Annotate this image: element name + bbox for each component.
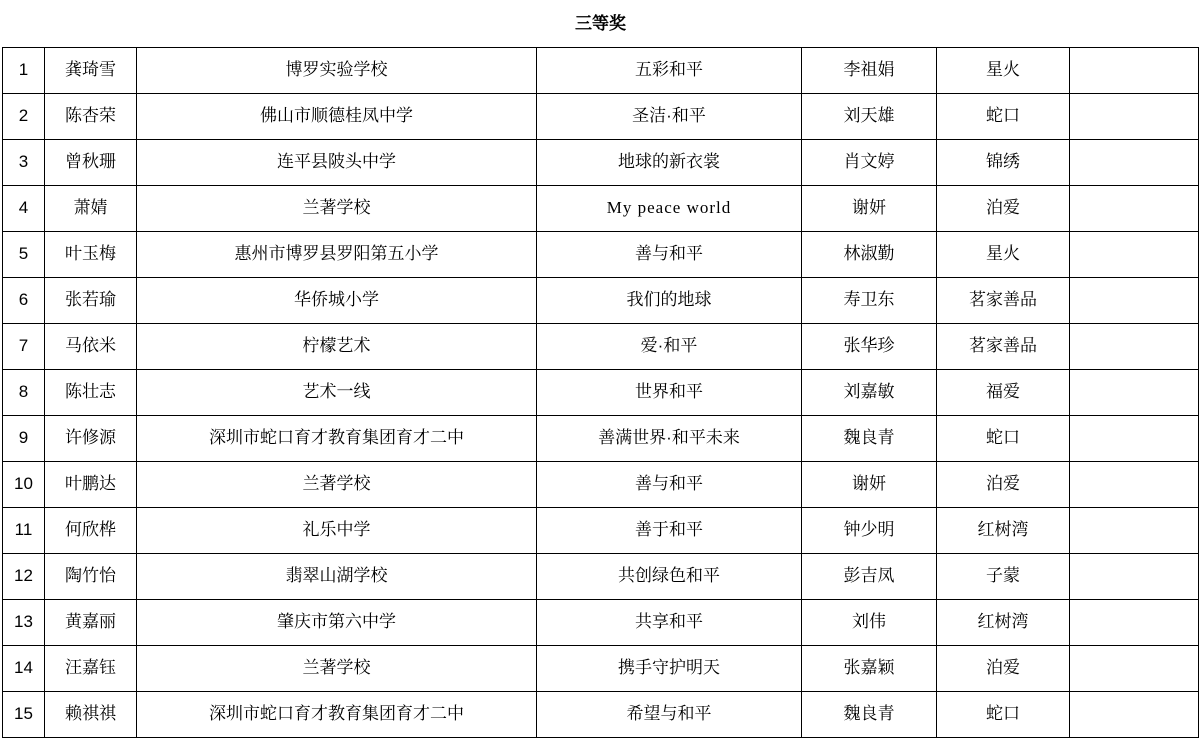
work-title-cell: 携手守护明天 <box>537 645 802 691</box>
table-row <box>3 185 1199 231</box>
row-index-cell: 11 <box>3 507 45 553</box>
school-cell: 肇庆市第六中学 <box>137 599 537 645</box>
teacher-cell: 张嘉颖 <box>802 645 937 691</box>
student-name-cell: 何欣桦 <box>45 507 137 553</box>
work-title-cell: 善与和平 <box>537 231 802 277</box>
school-cell: 礼乐中学 <box>137 507 537 553</box>
teacher-cell: 钟少明 <box>802 507 937 553</box>
school-cell: 柠檬艺术 <box>137 323 537 369</box>
row-index-cell: 3 <box>3 139 45 185</box>
school-cell: 艺术一线 <box>137 369 537 415</box>
school-cell: 连平县陂头中学 <box>137 139 537 185</box>
table-row <box>3 415 1199 461</box>
table-row <box>3 231 1199 277</box>
table-row <box>3 507 1199 553</box>
student-name-cell: 陈壮志 <box>45 369 137 415</box>
table-row <box>3 47 1199 93</box>
teacher-cell: 林淑勤 <box>802 231 937 277</box>
table-row <box>3 691 1199 737</box>
student-name-cell: 马依米 <box>45 323 137 369</box>
work-title-cell: 希望与和平 <box>537 691 802 737</box>
school-cell: 惠州市博罗县罗阳第五小学 <box>137 231 537 277</box>
blank-cell <box>1070 461 1199 507</box>
work-title-cell: 世界和平 <box>537 369 802 415</box>
school-cell: 华侨城小学 <box>137 277 537 323</box>
school-cell: 佛山市顺德桂凤中学 <box>137 93 537 139</box>
group-cell: 福爱 <box>937 369 1070 415</box>
school-cell: 翡翠山湖学校 <box>137 553 537 599</box>
row-index-cell: 8 <box>3 369 45 415</box>
student-name-cell: 萧婧 <box>45 185 137 231</box>
teacher-cell: 刘天雄 <box>802 93 937 139</box>
group-cell: 茗家善品 <box>937 277 1070 323</box>
row-index-cell: 9 <box>3 415 45 461</box>
work-title-cell: 我们的地球 <box>537 277 802 323</box>
blank-cell <box>1070 645 1199 691</box>
teacher-cell: 张华珍 <box>802 323 937 369</box>
work-title-cell: 共享和平 <box>537 599 802 645</box>
blank-cell <box>1070 323 1199 369</box>
row-index-cell: 4 <box>3 185 45 231</box>
award-table <box>2 1 1199 738</box>
table-row <box>3 645 1199 691</box>
row-index-cell: 10 <box>3 461 45 507</box>
student-name-cell: 汪嘉钰 <box>45 645 137 691</box>
teacher-cell: 寿卫东 <box>802 277 937 323</box>
group-cell: 星火 <box>937 231 1070 277</box>
student-name-cell: 赖祺祺 <box>45 691 137 737</box>
group-cell: 蛇口 <box>937 415 1070 461</box>
blank-cell <box>1070 553 1199 599</box>
teacher-cell: 魏良青 <box>802 415 937 461</box>
work-title-cell: 共创绿色和平 <box>537 553 802 599</box>
school-cell: 兰著学校 <box>137 645 537 691</box>
work-title-cell: 地球的新衣裳 <box>537 139 802 185</box>
row-index-cell: 2 <box>3 93 45 139</box>
student-name-cell: 龚琦雪 <box>45 47 137 93</box>
teacher-cell: 肖文婷 <box>802 139 937 185</box>
table-row <box>3 553 1199 599</box>
student-name-cell: 叶鹏达 <box>45 461 137 507</box>
table-row <box>3 599 1199 645</box>
group-cell: 蛇口 <box>937 93 1070 139</box>
group-cell: 红树湾 <box>937 599 1070 645</box>
table-row <box>3 323 1199 369</box>
blank-cell <box>1070 139 1199 185</box>
school-cell: 深圳市蛇口育才教育集团育才二中 <box>137 691 537 737</box>
table-row <box>3 369 1199 415</box>
table-row <box>3 461 1199 507</box>
row-index-cell: 14 <box>3 645 45 691</box>
student-name-cell: 许修源 <box>45 415 137 461</box>
table-row <box>3 139 1199 185</box>
work-title-cell: 善满世界·和平未来 <box>537 415 802 461</box>
blank-cell <box>1070 369 1199 415</box>
school-cell: 博罗实验学校 <box>137 47 537 93</box>
row-index-cell: 13 <box>3 599 45 645</box>
award-sheet <box>1 1 1199 738</box>
blank-cell <box>1070 691 1199 737</box>
row-index-cell: 12 <box>3 553 45 599</box>
work-title-cell: My peace world <box>537 185 802 231</box>
student-name-cell: 黄嘉丽 <box>45 599 137 645</box>
row-index-cell: 6 <box>3 277 45 323</box>
blank-cell <box>1070 277 1199 323</box>
student-name-cell: 陈杏荣 <box>45 93 137 139</box>
row-index-cell: 15 <box>3 691 45 737</box>
teacher-cell: 刘伟 <box>802 599 937 645</box>
group-cell: 锦绣 <box>937 139 1070 185</box>
work-title-cell: 善于和平 <box>537 507 802 553</box>
group-cell: 泊爱 <box>937 185 1070 231</box>
table-title-row <box>3 1 1199 47</box>
blank-cell <box>1070 507 1199 553</box>
student-name-cell: 陶竹怡 <box>45 553 137 599</box>
group-cell: 泊爱 <box>937 461 1070 507</box>
teacher-cell: 谢妍 <box>802 185 937 231</box>
row-index-cell: 7 <box>3 323 45 369</box>
work-title-cell: 圣洁·和平 <box>537 93 802 139</box>
work-title-cell: 善与和平 <box>537 461 802 507</box>
group-cell: 泊爱 <box>937 645 1070 691</box>
blank-cell <box>1070 599 1199 645</box>
teacher-cell: 刘嘉敏 <box>802 369 937 415</box>
group-cell: 蛇口 <box>937 691 1070 737</box>
blank-cell <box>1070 93 1199 139</box>
student-name-cell: 叶玉梅 <box>45 231 137 277</box>
teacher-cell: 魏良青 <box>802 691 937 737</box>
school-cell: 兰著学校 <box>137 461 537 507</box>
teacher-cell: 谢妍 <box>802 461 937 507</box>
teacher-cell: 李祖娟 <box>802 47 937 93</box>
teacher-cell: 彭吉凤 <box>802 553 937 599</box>
blank-cell <box>1070 47 1199 93</box>
group-cell: 红树湾 <box>937 507 1070 553</box>
table-row <box>3 277 1199 323</box>
group-cell: 茗家善品 <box>937 323 1070 369</box>
student-name-cell: 曾秋珊 <box>45 139 137 185</box>
work-title-cell: 爱·和平 <box>537 323 802 369</box>
page-title: 三等奖 <box>3 1 1199 47</box>
blank-cell <box>1070 415 1199 461</box>
group-cell: 子蒙 <box>937 553 1070 599</box>
school-cell: 深圳市蛇口育才教育集团育才二中 <box>137 415 537 461</box>
blank-cell <box>1070 231 1199 277</box>
work-title-cell: 五彩和平 <box>537 47 802 93</box>
table-body <box>3 1 1199 737</box>
row-index-cell: 5 <box>3 231 45 277</box>
group-cell: 星火 <box>937 47 1070 93</box>
school-cell: 兰著学校 <box>137 185 537 231</box>
row-index-cell: 1 <box>3 47 45 93</box>
table-row <box>3 93 1199 139</box>
blank-cell <box>1070 185 1199 231</box>
student-name-cell: 张若瑜 <box>45 277 137 323</box>
